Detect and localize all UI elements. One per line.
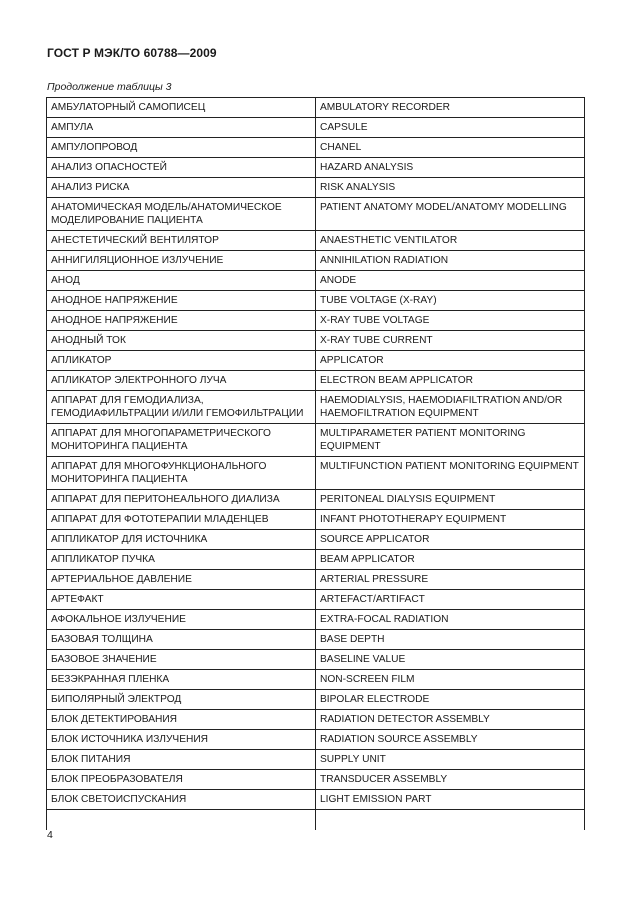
term-english: BASE DEPTH: [316, 630, 585, 650]
terms-table: [46, 97, 585, 830]
term-russian: БЛОК ИСТОЧНИКА ИЗЛУЧЕНИЯ: [47, 730, 316, 750]
term-russian: АМПУЛА: [47, 118, 316, 138]
table-row: [47, 770, 585, 790]
table-row: [47, 391, 585, 424]
table-row: [47, 710, 585, 730]
table-row: [47, 457, 585, 490]
term-russian: АРТЕФАКТ: [47, 590, 316, 610]
term-russian: АППАРАТ ДЛЯ МНОГОФУНКЦИОНАЛЬНОГО МОНИТОРИНГА ПАЦИЕНТА: [47, 457, 316, 490]
term-english: HAZARD ANALYSIS: [316, 158, 585, 178]
term-russian: АФОКАЛЬНОЕ ИЗЛУЧЕНИЕ: [47, 610, 316, 630]
term-russian: БИПОЛЯРНЫЙ ЭЛЕКТРОД: [47, 690, 316, 710]
term-russian: АНЕСТЕТИЧЕСКИЙ ВЕНТИЛЯТОР: [47, 231, 316, 251]
term-russian: АНОДНОЕ НАПРЯЖЕНИЕ: [47, 291, 316, 311]
term-russian: АНОДНОЕ НАПРЯЖЕНИЕ: [47, 311, 316, 331]
term-english: NON-SCREEN FILM: [316, 670, 585, 690]
term-russian: АППАРАТ ДЛЯ МНОГОПАРАМЕТРИЧЕСКОГО МОНИТОРИНГА ПАЦИЕНТА: [47, 424, 316, 457]
term-english: EXTRA-FOCAL RADIATION: [316, 610, 585, 630]
table-row: [47, 371, 585, 391]
term-english: BIPOLAR ELECTRODE: [316, 690, 585, 710]
table-row: [47, 351, 585, 371]
table-row: [47, 630, 585, 650]
term-english: HAEMODIALYSIS, HAEMODIAFILTRATION AND/OR HAEMOFILTRATION EQUIPMENT: [316, 391, 585, 424]
term-russian: БЛОК ДЕТЕКТИРОВАНИЯ: [47, 710, 316, 730]
term-russian: АРТЕРИАЛЬНОЕ ДАВЛЕНИЕ: [47, 570, 316, 590]
term-english: TUBE VOLTAGE (X-RAY): [316, 291, 585, 311]
term-russian: АМБУЛАТОРНЫЙ САМОПИСЕЦ: [47, 98, 316, 118]
term-english: PATIENT ANATOMY MODEL/ANATOMY MODELLING: [316, 198, 585, 231]
table-row: [47, 750, 585, 770]
term-english: INFANT PHOTOTHERAPY EQUIPMENT: [316, 510, 585, 530]
term-russian: БЕЗЭКРАННАЯ ПЛЕНКА: [47, 670, 316, 690]
table-row: [47, 690, 585, 710]
table-row: [47, 650, 585, 670]
table-row: [47, 570, 585, 590]
table-row: [47, 178, 585, 198]
table-row: [47, 311, 585, 331]
term-english: APPLICATOR: [316, 351, 585, 371]
term-russian: АНОД: [47, 271, 316, 291]
table-row: [47, 730, 585, 750]
term-english: BASELINE VALUE: [316, 650, 585, 670]
term-english: RISK ANALYSIS: [316, 178, 585, 198]
table-row: [47, 158, 585, 178]
term-russian: АНОДНЫЙ ТОК: [47, 331, 316, 351]
term-english: CHANEL: [316, 138, 585, 158]
term-russian: АПЛИКАТОР: [47, 351, 316, 371]
table-row: [47, 550, 585, 570]
term-russian: БЛОК ПИТАНИЯ: [47, 750, 316, 770]
term-russian: БЛОК ПРЕОБРАЗОВАТЕЛЯ: [47, 770, 316, 790]
term-english: MULTIFUNCTION PATIENT MONITORING EQUIPMENT: [316, 457, 585, 490]
terms-table-body: [47, 98, 585, 831]
table-row: [47, 424, 585, 457]
table-row: [47, 291, 585, 311]
term-russian: АППАРАТ ДЛЯ ПЕРИТОНЕАЛЬНОГО ДИАЛИЗА: [47, 490, 316, 510]
term-english: MULTIPARAMETER PATIENT MONITORING EQUIPMENT: [316, 424, 585, 457]
table-continuation-row: [47, 810, 585, 831]
term-russian: АППАРАТ ДЛЯ ГЕМОДИАЛИЗА, ГЕМОДИАФИЛЬТРАЦИИ И/ИЛИ ГЕМОФИЛЬТРАЦИИ: [47, 391, 316, 424]
term-russian: АПЛИКАТОР ЭЛЕКТРОННОГО ЛУЧА: [47, 371, 316, 391]
table-row: [47, 610, 585, 630]
term-russian: БЛОК СВЕТОИСПУСКАНИЯ: [47, 790, 316, 810]
term-russian: АППЛИКАТОР ДЛЯ ИСТОЧНИКА: [47, 530, 316, 550]
table-row: [47, 331, 585, 351]
term-english: ANNIHILATION RADIATION: [316, 251, 585, 271]
term-english: X-RAY TUBE VOLTAGE: [316, 311, 585, 331]
table-row: [47, 251, 585, 271]
page-number: 4: [47, 829, 53, 841]
table-row: [47, 118, 585, 138]
term-english: SOURCE APPLICATOR: [316, 530, 585, 550]
term-russian: БАЗОВАЯ ТОЛЩИНА: [47, 630, 316, 650]
term-russian: АППЛИКАТОР ПУЧКА: [47, 550, 316, 570]
table-row: [47, 490, 585, 510]
term-english: CAPSULE: [316, 118, 585, 138]
term-english: TRANSDUCER ASSEMBLY: [316, 770, 585, 790]
term-russian: АМПУЛОПРОВОД: [47, 138, 316, 158]
table-row: [47, 98, 585, 118]
term-english: RADIATION SOURCE ASSEMBLY: [316, 730, 585, 750]
term-russian: АНАЛИЗ РИСКА: [47, 178, 316, 198]
term-russian: АНАТОМИЧЕСКАЯ МОДЕЛЬ/АНАТОМИЧЕСКОЕ МОДЕЛИРОВАНИЕ ПАЦИЕНТА: [47, 198, 316, 231]
term-english: SUPPLY UNIT: [316, 750, 585, 770]
term-english: PERITONEAL DIALYSIS EQUIPMENT: [316, 490, 585, 510]
term-english: BEAM APPLICATOR: [316, 550, 585, 570]
table-row: [47, 670, 585, 690]
term-english: RADIATION DETECTOR ASSEMBLY: [316, 710, 585, 730]
term-english: X-RAY TUBE CURRENT: [316, 331, 585, 351]
term-english: LIGHT EMISSION PART: [316, 790, 585, 810]
document-code: ГОСТ Р МЭК/ТО 60788—2009: [47, 46, 217, 60]
empty-cell: [316, 810, 585, 831]
empty-cell: [47, 810, 316, 831]
table-caption: Продолжение таблицы 3: [47, 81, 172, 93]
term-russian: АННИГИЛЯЦИОННОЕ ИЗЛУЧЕНИЕ: [47, 251, 316, 271]
table-row: [47, 138, 585, 158]
table-row: [47, 590, 585, 610]
term-russian: АППАРАТ ДЛЯ ФОТОТЕРАПИИ МЛАДЕНЦЕВ: [47, 510, 316, 530]
table-row: [47, 790, 585, 810]
term-english: ELECTRON BEAM APPLICATOR: [316, 371, 585, 391]
term-english: AMBULATORY RECORDER: [316, 98, 585, 118]
table-row: [47, 271, 585, 291]
table-row: [47, 530, 585, 550]
term-russian: АНАЛИЗ ОПАСНОСТЕЙ: [47, 158, 316, 178]
term-english: ARTERIAL PRESSURE: [316, 570, 585, 590]
term-english: ANODE: [316, 271, 585, 291]
table-row: [47, 510, 585, 530]
table-row: [47, 198, 585, 231]
term-english: ARTEFACT/ARTIFACT: [316, 590, 585, 610]
table-row: [47, 231, 585, 251]
term-english: ANAESTHETIC VENTILATOR: [316, 231, 585, 251]
term-russian: БАЗОВОЕ ЗНАЧЕНИЕ: [47, 650, 316, 670]
